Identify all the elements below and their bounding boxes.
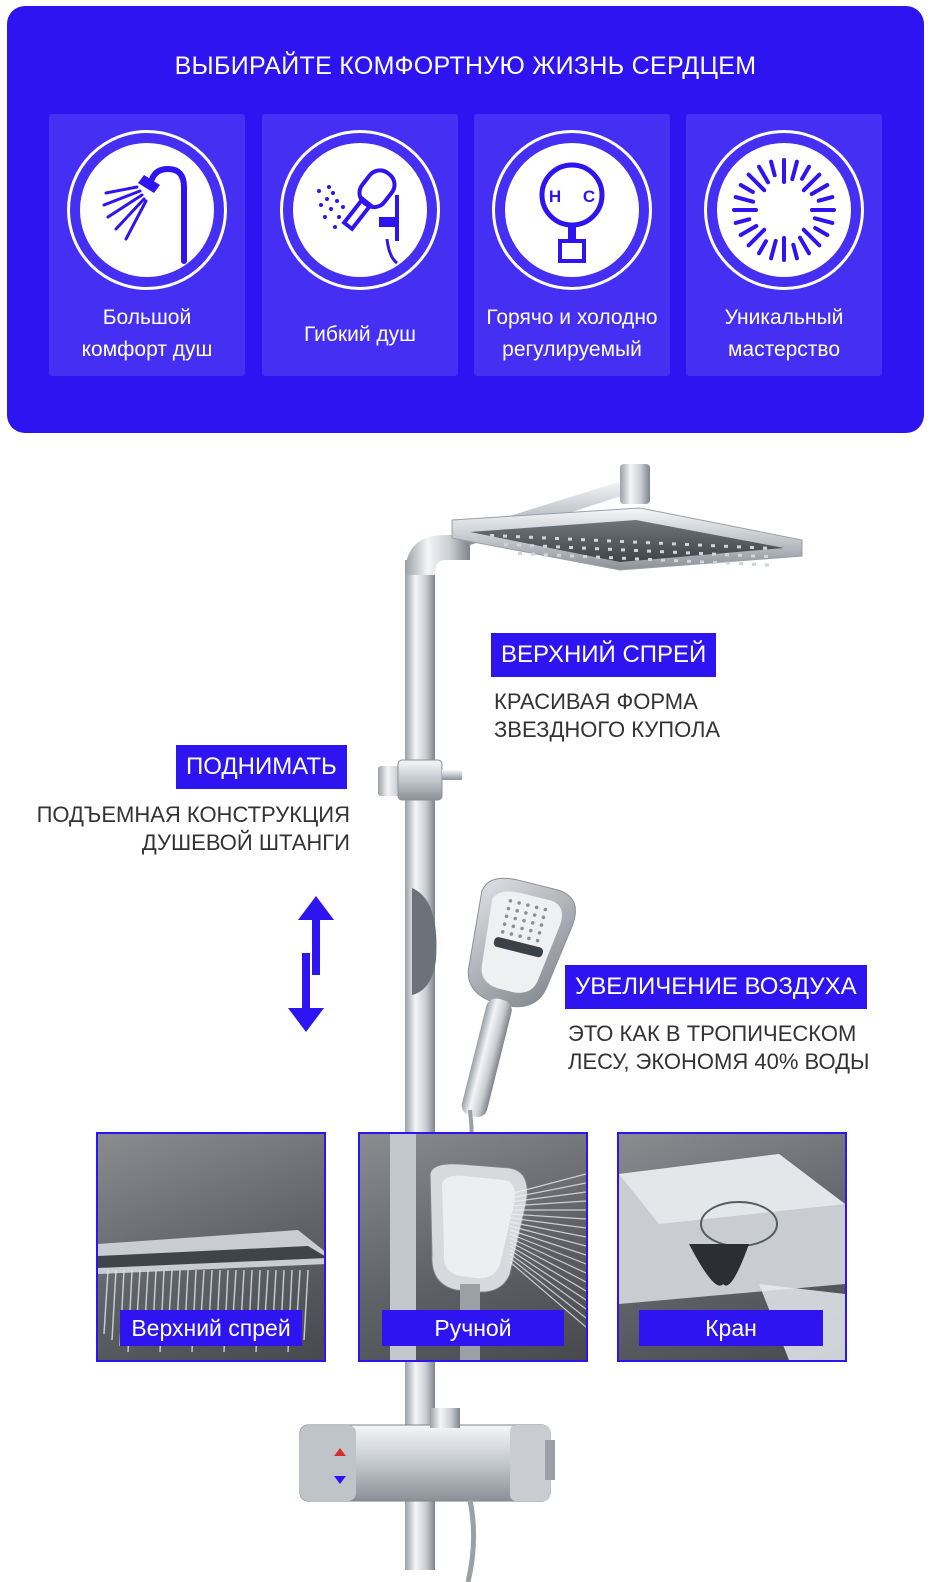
feature-card-craftsmanship (686, 114, 882, 376)
feature-ring (280, 130, 440, 290)
callout-text-air-boost: ЭТО КАК В ТРОПИЧЕСКОМ ЛЕСУ, ЭКОНОМЯ 40% ВОДЫ (568, 1021, 870, 1074)
craftsmanship-icon (717, 143, 851, 277)
callout-tag-lift: ПОДНИМАТЬ (176, 745, 347, 789)
shower-system-illustration (0, 440, 936, 1582)
feature-label: Уникальный мастерство (724, 306, 844, 361)
photo-caption: Кран (639, 1310, 823, 1346)
feature-ring (67, 130, 227, 290)
feature-ring (704, 130, 864, 290)
lift-arrows-icon (288, 896, 334, 1032)
features-banner (7, 6, 924, 433)
feature-label: Гибкий душ (303, 323, 417, 346)
hand-shower (429, 872, 581, 1128)
photo-top-spray (96, 1132, 326, 1362)
feature-ring (492, 130, 652, 290)
photo-hand-shower (358, 1132, 588, 1362)
banner-title: ВЫБИРАЙТЕ КОМФОРТНУЮ ЖИЗНЬ СЕРДЦЕМ (174, 52, 757, 80)
callout-tag-top-spray: ВЕРХНИЙ СПРЕЙ (491, 633, 716, 677)
svg-text:C: C (582, 187, 596, 206)
callout-text-top-spray: КРАСИВАЯ ФОРМА ЗВЕЗДНОГО КУПОЛА (494, 689, 721, 742)
feature-label: Горячо и холодно регулируемый (486, 306, 658, 361)
photo-caption: Верхний спрей (120, 1310, 302, 1346)
feature-card-hot-cold (474, 114, 670, 376)
callout-text-lift: ПОДЪЕМНАЯ КОНСТРУКЦИЯ ДУШЕВОЙ ШТАНГИ (36, 802, 350, 855)
callout-tag-air-boost: УВЕЛИЧЕНИЕ ВОЗДУХА (565, 965, 867, 1009)
hot-cold-valve-icon (505, 143, 639, 277)
feature-card-hand-shower (262, 114, 458, 376)
photo-faucet (617, 1132, 847, 1362)
hand-shower-icon (293, 143, 427, 277)
rain-shower-icon (80, 143, 214, 277)
feature-card-rain-shower (49, 114, 245, 376)
feature-label: Большой комфорт душ (81, 306, 213, 361)
svg-text:H: H (548, 187, 562, 206)
photo-caption: Ручной (382, 1310, 564, 1346)
